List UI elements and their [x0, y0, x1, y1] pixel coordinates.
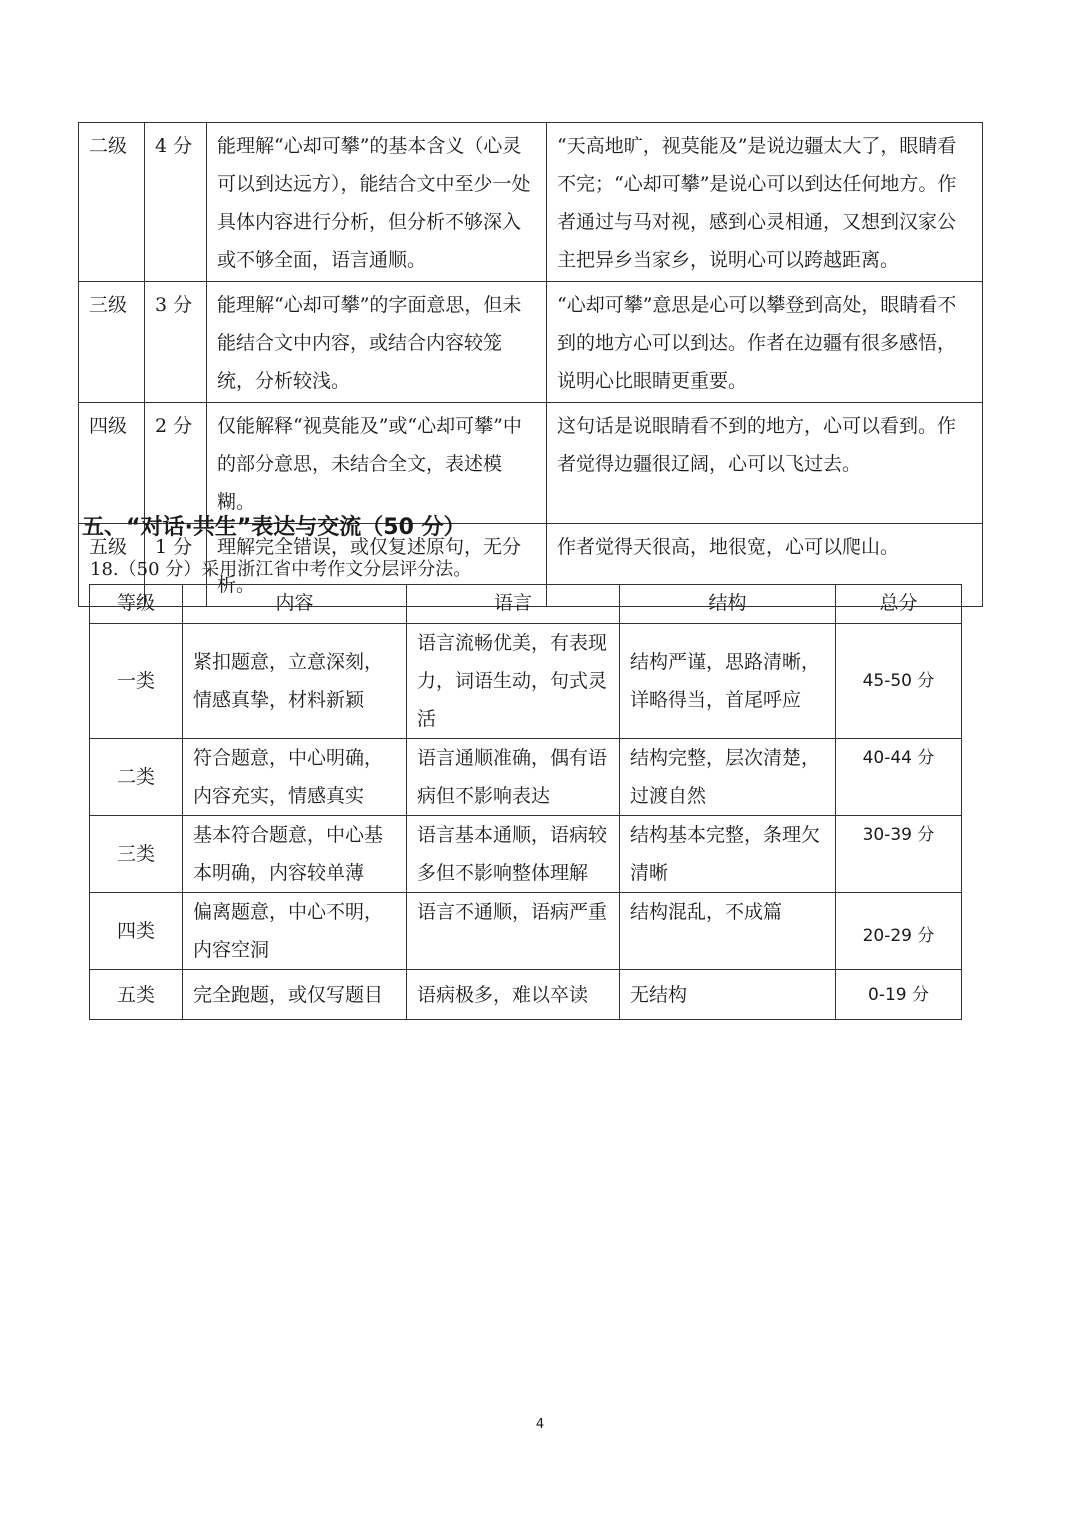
- table-row: [90, 893, 962, 970]
- table-header-row: [90, 585, 962, 624]
- total-cell: 0-19 分: [836, 970, 962, 1020]
- criteria-cell: 能理解“心却可攀”的字面意思，但未能结合文中内容，或结合内容较笼统，分析较浅。: [207, 282, 547, 403]
- header-structure: 结构: [620, 585, 836, 624]
- score-cell: 3 分: [145, 282, 207, 403]
- table-row: [79, 123, 983, 282]
- structure-cell: 结构完整，层次清楚，过渡自然: [620, 739, 836, 816]
- total-cell: 40-44 分: [836, 739, 962, 816]
- level-cell: 四级: [79, 403, 145, 524]
- category-cell: 五类: [90, 970, 183, 1020]
- total-cell: 30-39 分: [836, 816, 962, 893]
- structure-cell: 结构混乱，不成篇: [620, 893, 836, 970]
- structure-cell: 无结构: [620, 970, 836, 1020]
- table-row: [90, 970, 962, 1020]
- category-cell: 一类: [90, 624, 183, 739]
- header-language: 语言: [407, 585, 620, 624]
- score-cell: 1 分: [145, 524, 207, 607]
- level-cell: 二级: [79, 123, 145, 282]
- content-cell: 偏离题意，中心不明，内容空洞: [183, 893, 407, 970]
- language-cell: 语言流畅优美，有表现力，词语生动，句式灵活: [407, 624, 620, 739]
- header-content: 内容: [183, 585, 407, 624]
- level-cell: 三级: [79, 282, 145, 403]
- example-cell: 这句话是说眼睛看不到的地方，心可以看到。作者觉得边疆很辽阔，心可以飞过去。: [547, 403, 983, 524]
- criteria-cell: 理解完全错误，或仅复述原句，无分析。: [207, 524, 547, 607]
- header-level: 等级: [90, 585, 183, 624]
- example-cell: 作者觉得天很高，地很宽，心可以爬山。: [547, 524, 983, 607]
- criteria-cell: 仅能解释“视莫能及”或“心却可攀”中的部分意思，未结合全文，表述模糊。: [207, 403, 547, 524]
- question-line: 18.（50 分）采用浙江省中考作文分层评分法。: [90, 559, 472, 580]
- category-cell: 三类: [90, 816, 183, 893]
- structure-cell: 结构基本完整，条理欠清晰: [620, 816, 836, 893]
- example-cell: “心却可攀”意思是心可以攀登到高处，眼睛看不到的地方心可以到达。作者在边疆有很多感悟，说明心比眼睛更重要。: [547, 282, 983, 403]
- language-cell: 语病极多，难以卒读: [407, 970, 620, 1020]
- section-heading: 五、“对话·共生”表达与交流（50 分）: [82, 515, 466, 540]
- score-cell: 2 分: [145, 403, 207, 524]
- content-cell: 完全跑题，或仅写题目: [183, 970, 407, 1020]
- essay-rubric-table: [89, 584, 962, 1020]
- category-cell: 四类: [90, 893, 183, 970]
- content-cell: 符合题意，中心明确，内容充实，情感真实: [183, 739, 407, 816]
- example-cell: “天高地旷，视莫能及”是说边疆太大了，眼睛看不完；“心却可攀”是说心可以到达任何地方。作者通过与马对视，感到心灵相通，又想到汉家公主把异乡当家乡，说明心可以跨越距离。: [547, 123, 983, 282]
- language-cell: 语言通顺准确，偶有语病但不影响表达: [407, 739, 620, 816]
- table-row: [90, 816, 962, 893]
- table-row: [79, 403, 983, 524]
- header-total: 总分: [836, 585, 962, 624]
- table-row: [90, 624, 962, 739]
- level-cell: 五级: [79, 524, 145, 607]
- structure-cell: 结构严谨，思路清晰，详略得当，首尾呼应: [620, 624, 836, 739]
- content-cell: 紧扣题意，立意深刻，情感真挚，材料新颖: [183, 624, 407, 739]
- language-cell: 语言基本通顺，语病较多但不影响整体理解: [407, 816, 620, 893]
- total-cell: 20-29 分: [836, 893, 962, 970]
- content-cell: 基本符合题意，中心基本明确，内容较单薄: [183, 816, 407, 893]
- table-row: [90, 739, 962, 816]
- criteria-cell: 能理解“心却可攀”的基本含义（心灵可以到达远方），能结合文中至少一处具体内容进行分析，但分析不够深入或不够全面，语言通顺。: [207, 123, 547, 282]
- language-cell: 语言不通顺，语病严重: [407, 893, 620, 970]
- page-number: 4: [535, 1417, 545, 1432]
- table-row: [79, 282, 983, 403]
- category-cell: 二类: [90, 739, 183, 816]
- total-cell: 45-50 分: [836, 624, 962, 739]
- score-cell: 4 分: [145, 123, 207, 282]
